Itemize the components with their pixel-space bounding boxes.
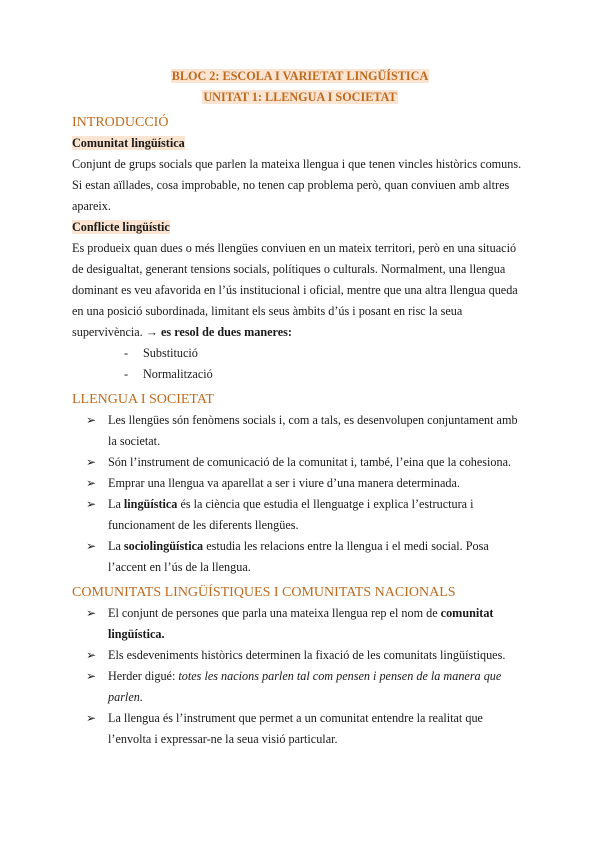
arrow-bullet-icon: ➢ — [86, 455, 97, 469]
paragraph-comunitat: Conjunt de grups socials que parlen la mateixa llengua i que tenen vincles històrics comuns. Si estan aïllades, cosa improbable, no tenen cap problema però, quan conviuen amb altres apareix. — [72, 157, 522, 213]
bloc-title: BLOC 2: ESCOLA I VARIETAT LINGÜÍSTICA — [171, 69, 429, 83]
arrow-bullet-icon: ➢ — [86, 497, 97, 511]
section-heading-llengua: LLENGUA I SOCIETAT — [72, 392, 214, 407]
subheading-conflicte: Conflicte lingüístic — [72, 220, 170, 234]
list-item: ➢ La sociolingüística estudia les relacions entre la llengua i el medi social. Posa l’accent en l’ús de la llengua. — [72, 536, 528, 578]
list-item: ➢ Les llengües són fenòmens socials i, com a tals, es desenvolupen conjuntament amb la societat. — [72, 410, 528, 452]
resolution-list — [72, 343, 528, 385]
subheading-comunitat: Comunitat lingüística — [72, 136, 185, 150]
arrow-bullet-icon: ➢ — [86, 476, 97, 490]
arrow-bullet-icon: ➢ — [86, 711, 97, 725]
list-item: ➢ La llengua és l’instrument que permet a un comunitat entendre la realitat que l’envolta i expressar-ne la seua visió particular. — [72, 708, 528, 750]
list-item: ➢ Són l’instrument de comunicació de la comunitat i, també, l’eina que la cohesiona. — [72, 452, 528, 473]
arrow-bullet-icon: ➢ — [86, 606, 97, 620]
llengua-list — [72, 410, 528, 578]
list-item: ➢ El conjunt de persones que parla una mateixa llengua rep el nom de comunitat lingüística. — [72, 603, 528, 645]
arrow-bullet-icon: ➢ — [86, 648, 97, 662]
comunitats-list — [72, 603, 528, 750]
arrow-bullet-icon: ➢ — [86, 413, 97, 427]
document-page — [72, 66, 528, 750]
arrow-bullet-icon: ➢ — [86, 539, 97, 553]
list-item: ➢ Emprar una llengua va aparellat a ser i viure d’una manera determinada. — [72, 473, 528, 494]
arrow-bullet-icon: ➢ — [86, 669, 97, 683]
unit-title: UNITAT 1: LLENGUA I SOCIETAT — [203, 90, 397, 104]
list-item: ➢ Els esdeveniments històrics determinen la fixació de les comunitats lingüístiques. — [72, 645, 528, 666]
paragraph-conflicte: Es produeix quan dues o més llengües conviuen en un mateix territori, però en una situació de desigualtat, generant tensions socials, polítiques o culturals. Normalment, una llengua dominant es veu afavorida en l’ús institucional i oficial, mentre que una altra llengua queda en una posició subordinada, limitant els seus àmbits d’ús i posant en risc la seua supervivència. → es resol de dues maneres: — [72, 241, 518, 339]
list-item: - Normalització — [124, 367, 213, 381]
list-item: - Substitució — [124, 346, 198, 360]
section-heading-introduccio: INTRODUCCIÓ — [72, 115, 169, 130]
list-item: ➢ Herder digué: totes les nacions parlen tal com pensen i pensen de la manera que parlen. — [72, 666, 528, 708]
list-item: ➢ La lingüística és la ciència que estudia el llenguatge i explica l’estructura i funcionament de les diferents llengües. — [72, 494, 528, 536]
section-heading-comunitats: COMUNITATS LINGÜÍSTIQUES I COMUNITATS NACIONALS — [72, 585, 456, 600]
